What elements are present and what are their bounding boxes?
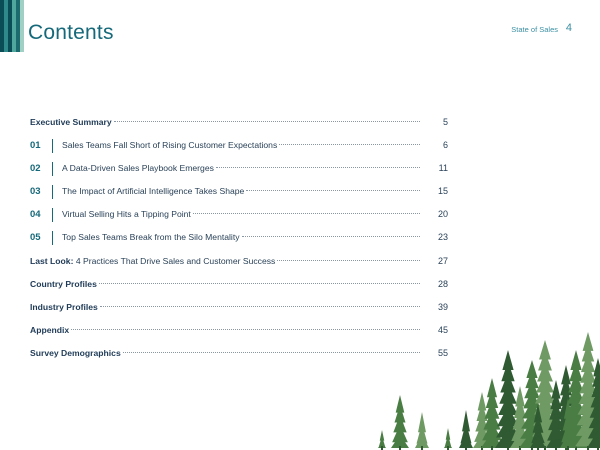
toc-entry-number: 05: [30, 232, 41, 244]
toc-entry-label: [62, 203, 191, 226]
toc-dot-leader: [114, 121, 420, 122]
toc-entry-label: [30, 111, 112, 134]
pine-tree-icon: [415, 412, 429, 450]
toc-entry-page: 15: [437, 186, 448, 197]
toc-entry-label: [62, 226, 240, 249]
toc-entry-title: The Impact of Artificial Intelligence Takes Shape: [62, 186, 245, 197]
toc-entry-heading: Last Look:: [30, 255, 74, 266]
toc-entry[interactable]: [30, 250, 448, 273]
toc-entry-page: 11: [438, 163, 448, 174]
toc-dot-leader: [193, 213, 420, 214]
toc-entry-label: [30, 342, 121, 365]
header-stripe: [20, 0, 24, 52]
toc-entry[interactable]: [30, 111, 448, 134]
toc-entry[interactable]: [30, 273, 448, 296]
toc-entry-heading: Appendix: [30, 324, 70, 335]
toc-entry-page: 5: [442, 117, 448, 127]
toc-dot-leader: [279, 144, 420, 145]
toc-entry-label: [30, 250, 275, 273]
toc-entry[interactable]: [30, 226, 448, 249]
toc-entry-heading: Survey Demographics: [30, 347, 121, 358]
toc-dot-leader: [99, 283, 420, 284]
toc-entry-page: 45: [437, 324, 448, 335]
toc-entry[interactable]: [30, 203, 448, 226]
toc-entry-title: A Data-Driven Sales Playbook Emerges: [62, 163, 214, 174]
toc-entry-title: Top Sales Teams Break from the Silo Mentality: [62, 232, 240, 243]
toc-entry-label: [30, 273, 97, 296]
toc-entry-title: Virtual Selling Hits a Tipping Point: [62, 209, 191, 220]
toc-entry-label: [30, 319, 69, 342]
toc-entry-page: 27: [437, 255, 448, 266]
toc-entry-page: 39: [437, 301, 448, 312]
toc-entry-divider: [52, 185, 53, 199]
pine-tree-icon: [444, 428, 452, 450]
toc-entry-page: 28: [437, 278, 448, 289]
pine-tree-icon: [378, 430, 386, 450]
toc-entry-number: 03: [30, 186, 41, 198]
toc-entry-divider: [52, 162, 53, 176]
toc-entry-label: [62, 157, 214, 180]
toc-dot-leader: [242, 236, 420, 237]
toc-entry-label: [30, 296, 98, 319]
toc-dot-leader: [277, 260, 420, 261]
page-title: Contents: [28, 21, 114, 44]
toc-entry-title: 4 Practices That Drive Sales and Customer Success: [73, 255, 276, 266]
toc-entry-page: 55: [437, 347, 448, 358]
toc-entry-heading: Industry Profiles: [30, 301, 98, 312]
toc-entry[interactable]: [30, 180, 448, 203]
toc-entry-page: 6: [442, 140, 448, 151]
running-head: State of Sales: [511, 25, 558, 34]
toc-entry-title: Sales Teams Fall Short of Rising Customer Expectations: [62, 140, 278, 151]
toc-entry[interactable]: [30, 134, 448, 157]
toc-dot-leader: [246, 190, 420, 191]
toc-entry-label: [62, 180, 244, 203]
toc-entry-divider: [52, 139, 53, 153]
toc-entry-page: 23: [437, 232, 448, 243]
toc-entry-heading: Country Profiles: [30, 278, 97, 289]
page-number: 4: [565, 22, 572, 34]
forest-illustration: [370, 300, 600, 450]
toc-entry[interactable]: [30, 157, 448, 180]
toc-entry-page: 20: [437, 209, 448, 220]
header-stripes: [0, 0, 24, 52]
toc-entry-label: [62, 134, 277, 157]
toc-entry-divider: [52, 208, 53, 222]
toc-entry-number: 01: [30, 140, 41, 152]
toc-entry-heading: Executive Summary: [30, 117, 112, 127]
pine-tree-icon: [391, 395, 409, 450]
toc-entry-number: 02: [30, 163, 41, 175]
toc-dot-leader: [216, 167, 420, 168]
toc-dot-leader: [71, 329, 420, 330]
toc-entry-number: 04: [30, 209, 41, 221]
pine-tree-icon: [459, 410, 473, 450]
toc-entry-divider: [52, 231, 53, 245]
